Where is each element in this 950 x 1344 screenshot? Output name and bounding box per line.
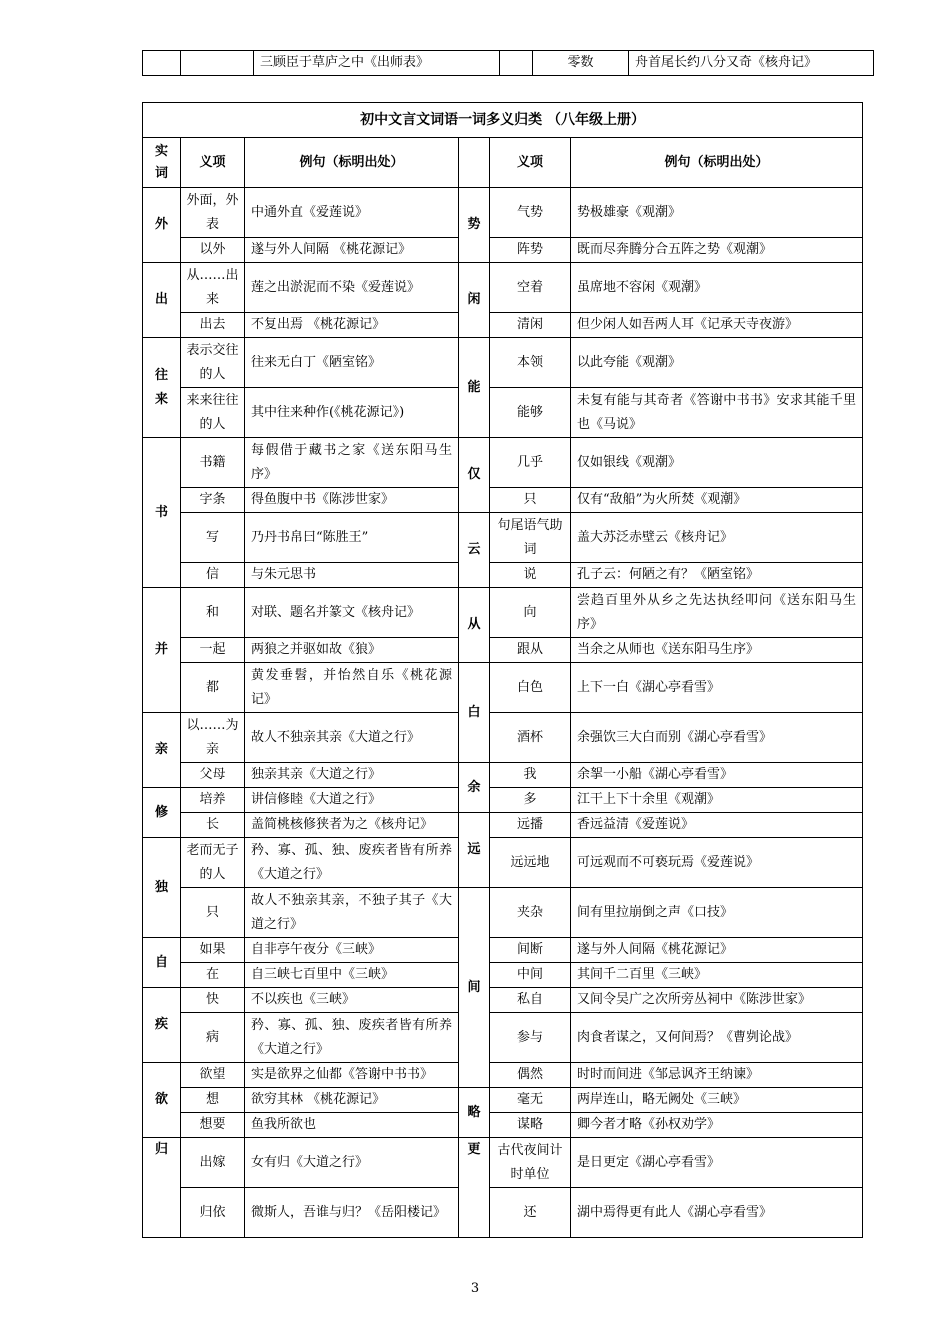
- meaning-cell: 字条: [181, 488, 245, 513]
- meaning-cell: 只: [490, 488, 571, 513]
- meaning-cell: 空着: [490, 263, 571, 313]
- meaning-cell: 出嫁: [181, 1138, 245, 1188]
- headword: 欲: [154, 1092, 168, 1107]
- example-cell: 欲穷其林 《桃花源记》: [245, 1088, 459, 1113]
- meaning-cell: 父母: [181, 763, 245, 788]
- example-cell: 又间令吴广之次所旁丛祠中《陈涉世家》: [571, 988, 863, 1013]
- example-cell: 矜、寡、孤、独、废疾者皆有所养《大道之行》: [245, 838, 459, 888]
- table-row: [143, 713, 863, 763]
- table-row: [143, 663, 863, 713]
- meaning-cell: 向: [490, 588, 571, 638]
- example-cell: 卿今者才略《孙权劝学》: [571, 1113, 863, 1138]
- example-cell: 其中往来种作(《桃花源记》): [245, 388, 459, 438]
- example-cell: 舟首尾长约八分又奇《核舟记》: [629, 51, 874, 76]
- word-cell-right: 更: [459, 1138, 490, 1238]
- example-cell: 孔子云：何陋之有？《陋室铭》: [571, 563, 863, 588]
- meaning-cell: 外面，外表: [181, 188, 245, 238]
- example-cell: 对联、题名并篆文《核舟记》: [245, 588, 459, 638]
- example-cell: 微斯人，吾谁与归？《岳阳楼记》: [245, 1188, 459, 1238]
- word-cell-left: [143, 988, 181, 1063]
- meaning-cell: 能够: [490, 388, 571, 438]
- table-row: [143, 938, 863, 963]
- word-cell-right: 仅: [459, 438, 490, 513]
- table-row: [143, 788, 863, 813]
- word-cell-left: [143, 1138, 181, 1238]
- header-example-left: 例句（标明出处）: [245, 138, 459, 188]
- meaning-cell: 长: [181, 813, 245, 838]
- word-cell-left: [143, 588, 181, 713]
- example-cell: 盖大苏泛赤壁云《核舟记》: [571, 513, 863, 563]
- meaning-cell: 偶然: [490, 1063, 571, 1088]
- example-cell: 女有归《大道之行》: [245, 1138, 459, 1188]
- meaning-cell: 古代夜间计时单位: [490, 1138, 571, 1188]
- meaning-cell: 都: [181, 663, 245, 713]
- word-cell-left: [143, 713, 181, 788]
- example-cell: 虽席地不容闲《观潮》: [571, 263, 863, 313]
- table-row: [143, 638, 863, 663]
- meaning-cell: 说: [490, 563, 571, 588]
- table-row: [143, 588, 863, 638]
- example-cell: 可远观而不可亵玩焉《爱莲说》: [571, 838, 863, 888]
- example-cell: 得鱼腹中书《陈涉世家》: [245, 488, 459, 513]
- example-cell: 故人不独亲其亲《大道之行》: [245, 713, 459, 763]
- example-cell: 故人不独亲其亲，不独子其子《大道之行》: [245, 888, 459, 938]
- meaning-cell: 中间: [490, 963, 571, 988]
- table-row: [143, 1088, 863, 1113]
- headword: 并: [154, 642, 168, 657]
- meaning-cell: 在: [181, 963, 245, 988]
- example-cell: 莲之出淤泥而不染《爱莲说》: [245, 263, 459, 313]
- example-cell: 余强饮三大白而别《湖心亭看雪》: [571, 713, 863, 763]
- example-cell: 两岸连山，略无阙处《三峡》: [571, 1088, 863, 1113]
- example-cell: 不以疾也《三峡》: [245, 988, 459, 1013]
- meaning-cell: 培养: [181, 788, 245, 813]
- meaning-cell: 想要: [181, 1113, 245, 1138]
- example-cell: 上下一白《湖心亭看雪》: [571, 663, 863, 713]
- word-cell-right: 白: [459, 663, 490, 763]
- word-cell-left: [143, 188, 181, 263]
- headword: 疾: [154, 1017, 168, 1032]
- word-cell-right: 能: [459, 338, 490, 438]
- word-cell-right: 远: [459, 813, 490, 888]
- table-row: [143, 563, 863, 588]
- word-cell-right: 云: [459, 513, 490, 588]
- table-row: [143, 188, 863, 238]
- meaning-cell: 酒杯: [490, 713, 571, 763]
- header-word-right: [459, 138, 490, 188]
- table-row: [143, 513, 863, 563]
- word-cell-left: [143, 788, 181, 838]
- meaning-cell: 本领: [490, 338, 571, 388]
- word-cell-right: 间: [459, 888, 490, 1088]
- example-cell: 矜、寡、孤、独、废疾者皆有所养《大道之行》: [245, 1013, 459, 1063]
- meaning-cell: 快: [181, 988, 245, 1013]
- headword: 独: [154, 879, 168, 895]
- meaning-cell: 以外: [181, 238, 245, 263]
- meaning-cell: 如果: [181, 938, 245, 963]
- example-cell: 鱼我所欲也: [245, 1113, 459, 1138]
- meaning-cell: 谋略: [490, 1113, 571, 1138]
- example-cell: 时时而间进《邹忌讽齐王纳谏》: [571, 1063, 863, 1088]
- example-cell: 乃丹书帛曰“陈胜王”: [245, 513, 459, 563]
- meaning-cell: 参与: [490, 1013, 571, 1063]
- word-cell-right: 余: [459, 763, 490, 813]
- table-row: [143, 988, 863, 1013]
- empty-cell: [143, 51, 181, 76]
- example-cell: 仅有“敌船”为火所焚《观潮》: [571, 488, 863, 513]
- example-cell: 与朱元思书: [245, 563, 459, 588]
- example-cell: 其间千二百里《三峡》: [571, 963, 863, 988]
- header-row: [143, 138, 863, 188]
- meaning-cell: 零数: [533, 51, 629, 76]
- table-row: [143, 1113, 863, 1138]
- table-row: [143, 1063, 863, 1088]
- meaning-cell: 归依: [181, 1188, 245, 1238]
- meaning-cell: 只: [181, 888, 245, 938]
- table-row: [143, 1138, 863, 1188]
- meaning-cell: 气势: [490, 188, 571, 238]
- example-cell: 间有里拉崩倒之声《口技》: [571, 888, 863, 938]
- example-cell: 不复出焉 《桃花源记》: [245, 313, 459, 338]
- example-cell: 肉食者谋之，又何间焉？《曹刿论战》: [571, 1013, 863, 1063]
- meaning-cell: 老而无子的人: [181, 838, 245, 888]
- header-meaning-right: 义项: [490, 138, 571, 188]
- header-word: 实词: [143, 138, 181, 188]
- meaning-cell: 书籍: [181, 438, 245, 488]
- meaning-cell: 以……为亲: [181, 713, 245, 763]
- meaning-cell: 夹杂: [490, 888, 571, 938]
- word-cell-left: [143, 438, 181, 588]
- table-row: [143, 51, 874, 76]
- meaning-cell: 间断: [490, 938, 571, 963]
- table-row: [143, 313, 863, 338]
- meaning-cell: 病: [181, 1013, 245, 1063]
- example-cell: 江干上下十余里《观潮》: [571, 788, 863, 813]
- word-cell-left: [143, 338, 181, 438]
- headword: 修: [154, 804, 168, 820]
- example-cell: 仅如银线《观潮》: [571, 438, 863, 488]
- meaning-cell: 私自: [490, 988, 571, 1013]
- meaning-cell: 和: [181, 588, 245, 638]
- headword: 出: [154, 292, 168, 307]
- example-cell: 湖中焉得更有此人《湖心亭看雪》: [571, 1188, 863, 1238]
- example-cell: 遂与外人间隔《桃花源记》: [571, 938, 863, 963]
- example-cell: 以此夸能《观潮》: [571, 338, 863, 388]
- headword: 亲: [154, 742, 168, 757]
- word-cell-right: 从: [459, 588, 490, 663]
- meaning-cell: 远远地: [490, 838, 571, 888]
- page-number: 3: [470, 1281, 480, 1296]
- meaning-cell: 几乎: [490, 438, 571, 488]
- meaning-cell: 来来往往的人: [181, 388, 245, 438]
- word-cell-right: 势: [459, 188, 490, 263]
- example-cell: 是日更定《湖心亭看雪》: [571, 1138, 863, 1188]
- meaning-cell: 多: [490, 788, 571, 813]
- word-cell-left: [143, 838, 181, 938]
- meaning-cell: 阵势: [490, 238, 571, 263]
- example-cell: 往来无白丁《陋室铭》: [245, 338, 459, 388]
- headword: 外: [154, 217, 168, 232]
- example-cell: 自三峡七百里中《三峡》: [245, 963, 459, 988]
- meaning-cell: 表示交往的人: [181, 338, 245, 388]
- example-cell: 当余之从师也《送东阳马生序》: [571, 638, 863, 663]
- meaning-cell: 信: [181, 563, 245, 588]
- meaning-cell: 欲望: [181, 1063, 245, 1088]
- meaning-cell: 出去: [181, 313, 245, 338]
- table-row: [143, 388, 863, 438]
- header-example-right: 例句（标明出处）: [571, 138, 863, 188]
- table-row: [143, 838, 863, 888]
- example-cell: 独亲其亲《大道之行》: [245, 763, 459, 788]
- example-cell: 盖简桃核修狭者为之《核舟记》: [245, 813, 459, 838]
- example-cell: 自非亭午夜分《三峡》: [245, 938, 459, 963]
- word-cell-left: [143, 263, 181, 338]
- table-row: [143, 1013, 863, 1063]
- example-cell: 遂与外人间隔 《桃花源记》: [245, 238, 459, 263]
- table-row: [143, 763, 863, 788]
- word-cell-right: 略: [459, 1088, 490, 1138]
- example-cell: 余挐一小船《湖心亭看雪》: [571, 763, 863, 788]
- table-row: [143, 963, 863, 988]
- meaning-cell: 清闲: [490, 313, 571, 338]
- top-table-fragment: [142, 50, 874, 76]
- example-cell: 两狼之并驱如故《狼》: [245, 638, 459, 663]
- example-cell: 但少闲人如吾两人耳《记承天寺夜游》: [571, 313, 863, 338]
- meaning-cell: 白色: [490, 663, 571, 713]
- example-cell: 中通外直《爱莲说》: [245, 188, 459, 238]
- table-row: [143, 1188, 863, 1238]
- polysemy-table: [142, 102, 863, 1238]
- example-cell: 尝趋百里外从乡之先达执经叩问《送东阳马生序》: [571, 588, 863, 638]
- empty-cell: [181, 51, 254, 76]
- example-cell: 势极雄豪《观潮》: [571, 188, 863, 238]
- example-cell: 未复有能与其奇者《答谢中书书》安求其能千里也《马说》: [571, 388, 863, 438]
- word-cell-right: 闲: [459, 263, 490, 338]
- meaning-cell: 跟从: [490, 638, 571, 663]
- word-cell-left: [143, 1063, 181, 1138]
- meaning-cell: 想: [181, 1088, 245, 1113]
- example-cell: 黄发垂髫，并怡然自乐《桃花源记》: [245, 663, 459, 713]
- empty-cell: [500, 51, 533, 76]
- header-meaning-left: 义项: [181, 138, 245, 188]
- meaning-cell: 毫无: [490, 1088, 571, 1113]
- example-cell: 三顾臣于草庐之中《出师表》: [254, 51, 500, 76]
- table-row: [143, 438, 863, 488]
- meaning-cell: 我: [490, 763, 571, 788]
- page-title: 初中文言文词语一词多义归类 （八年级上册）: [143, 103, 863, 138]
- headword: 书: [154, 504, 168, 520]
- meaning-cell: 写: [181, 513, 245, 563]
- table-row: [143, 813, 863, 838]
- table-row: [143, 488, 863, 513]
- headword: 往来: [154, 367, 168, 407]
- example-cell: 香远益清《爱莲说》: [571, 813, 863, 838]
- meaning-cell: 句尾语气助词: [490, 513, 571, 563]
- table-row: [143, 238, 863, 263]
- table-row: [143, 263, 863, 313]
- meaning-cell: 远播: [490, 813, 571, 838]
- example-cell: 既而尽奔腾分合五阵之势《观潮》: [571, 238, 863, 263]
- meaning-cell: 还: [490, 1188, 571, 1238]
- headword: 自: [154, 954, 168, 970]
- table-row: [143, 888, 863, 938]
- meaning-cell: 从……出来: [181, 263, 245, 313]
- meaning-cell: 一起: [181, 638, 245, 663]
- title-row: [143, 103, 863, 138]
- word-cell-left: [143, 938, 181, 988]
- table-row: [143, 338, 863, 388]
- example-cell: 每假借于藏书之家《送东阳马生序》: [245, 438, 459, 488]
- example-cell: 讲信修睦《大道之行》: [245, 788, 459, 813]
- headword: 归: [154, 1142, 168, 1157]
- example-cell: 实是欲界之仙都《答谢中书书》: [245, 1063, 459, 1088]
